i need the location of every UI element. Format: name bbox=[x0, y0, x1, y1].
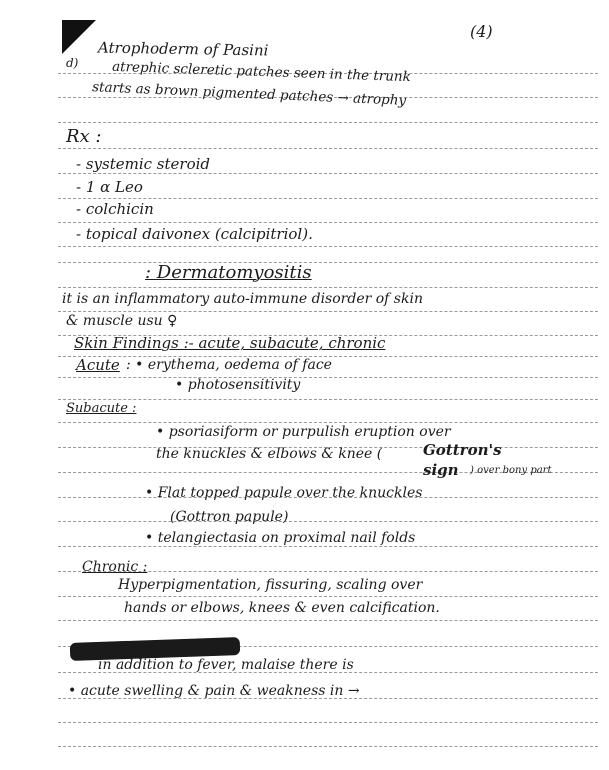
chronic-label: Chronic : bbox=[82, 559, 148, 575]
telangiectasia-line: • telangiectasia on proximal nail folds bbox=[145, 530, 416, 546]
ruled-line bbox=[58, 198, 598, 199]
skin-findings-heading: Skin Findings :- acute, subacute, chronic bbox=[74, 334, 386, 352]
rx-item: - topical daivonex (calcipitriol). bbox=[76, 225, 313, 243]
ruled-line bbox=[58, 122, 598, 123]
ruled-line bbox=[58, 246, 598, 247]
ruled-line bbox=[58, 377, 598, 378]
ruled-line bbox=[58, 746, 598, 747]
gottron-note: ) over bony part bbox=[470, 465, 552, 476]
rx-item: - systemic steroid bbox=[76, 155, 211, 173]
ruled-line bbox=[58, 173, 598, 174]
ruled-line bbox=[58, 287, 598, 288]
ruled-line bbox=[58, 422, 598, 423]
ruled-line bbox=[58, 546, 598, 547]
ruled-line bbox=[58, 596, 598, 597]
subacute-label: Subacute : bbox=[66, 401, 137, 416]
atrophoderm-line-2: starts as brown pigmented patches → atrophy bbox=[91, 79, 407, 109]
gottron-sign: Gottron's sign bbox=[423, 441, 502, 479]
dermatomyositis-title: : Dermatomyositis bbox=[145, 262, 312, 283]
ruled-line bbox=[58, 222, 598, 223]
atrophoderm-line-1: atrephic scleretic patches seen in the trunk bbox=[111, 58, 412, 86]
ruled-line bbox=[58, 262, 598, 263]
corner-triangle-mark bbox=[62, 20, 96, 54]
subacute-line-2: the knuckles & elbows & knee ( bbox=[156, 446, 383, 462]
addition-line-2: • acute swelling & pain & weakness in → bbox=[68, 683, 360, 699]
flat-papule-line-1: • Flat topped papule over the knuckles bbox=[145, 485, 423, 501]
acute-line-1: : • erythema, oedema of face bbox=[126, 357, 332, 373]
chronic-line-1: Hyperpigmentation, fissuring, scaling over bbox=[118, 577, 423, 593]
ruled-line bbox=[58, 722, 598, 723]
definition-line-2: & muscle usu ♀ bbox=[66, 313, 178, 329]
ruled-line bbox=[58, 620, 598, 621]
definition-line-1: it is an inflammatory auto-immune disorder of skin bbox=[62, 291, 423, 307]
rx-item: - colchicin bbox=[76, 200, 154, 218]
acute-label: Acute bbox=[76, 356, 120, 374]
addition-line-1: in addition to fever, malaise there is bbox=[98, 657, 354, 673]
ruled-line bbox=[58, 521, 598, 522]
ruled-line bbox=[58, 399, 598, 400]
atrophoderm-title: Atrophoderm of Pasini bbox=[97, 38, 269, 60]
rx-label: Rx : bbox=[66, 126, 102, 147]
ruled-line bbox=[58, 148, 598, 149]
chronic-line-2: hands or elbows, knees & even calcification. bbox=[124, 600, 440, 616]
page-number: (4) bbox=[470, 22, 493, 41]
section-marker: d) bbox=[66, 56, 79, 70]
ruled-line bbox=[58, 311, 598, 312]
rx-item: - 1 α Leo bbox=[76, 178, 143, 196]
flat-papule-line-2: (Gottron papule) bbox=[170, 509, 289, 525]
acute-line-2: • photosensitivity bbox=[175, 377, 301, 393]
subacute-line-1: • psoriasiform or purpulish eruption over bbox=[156, 424, 451, 440]
